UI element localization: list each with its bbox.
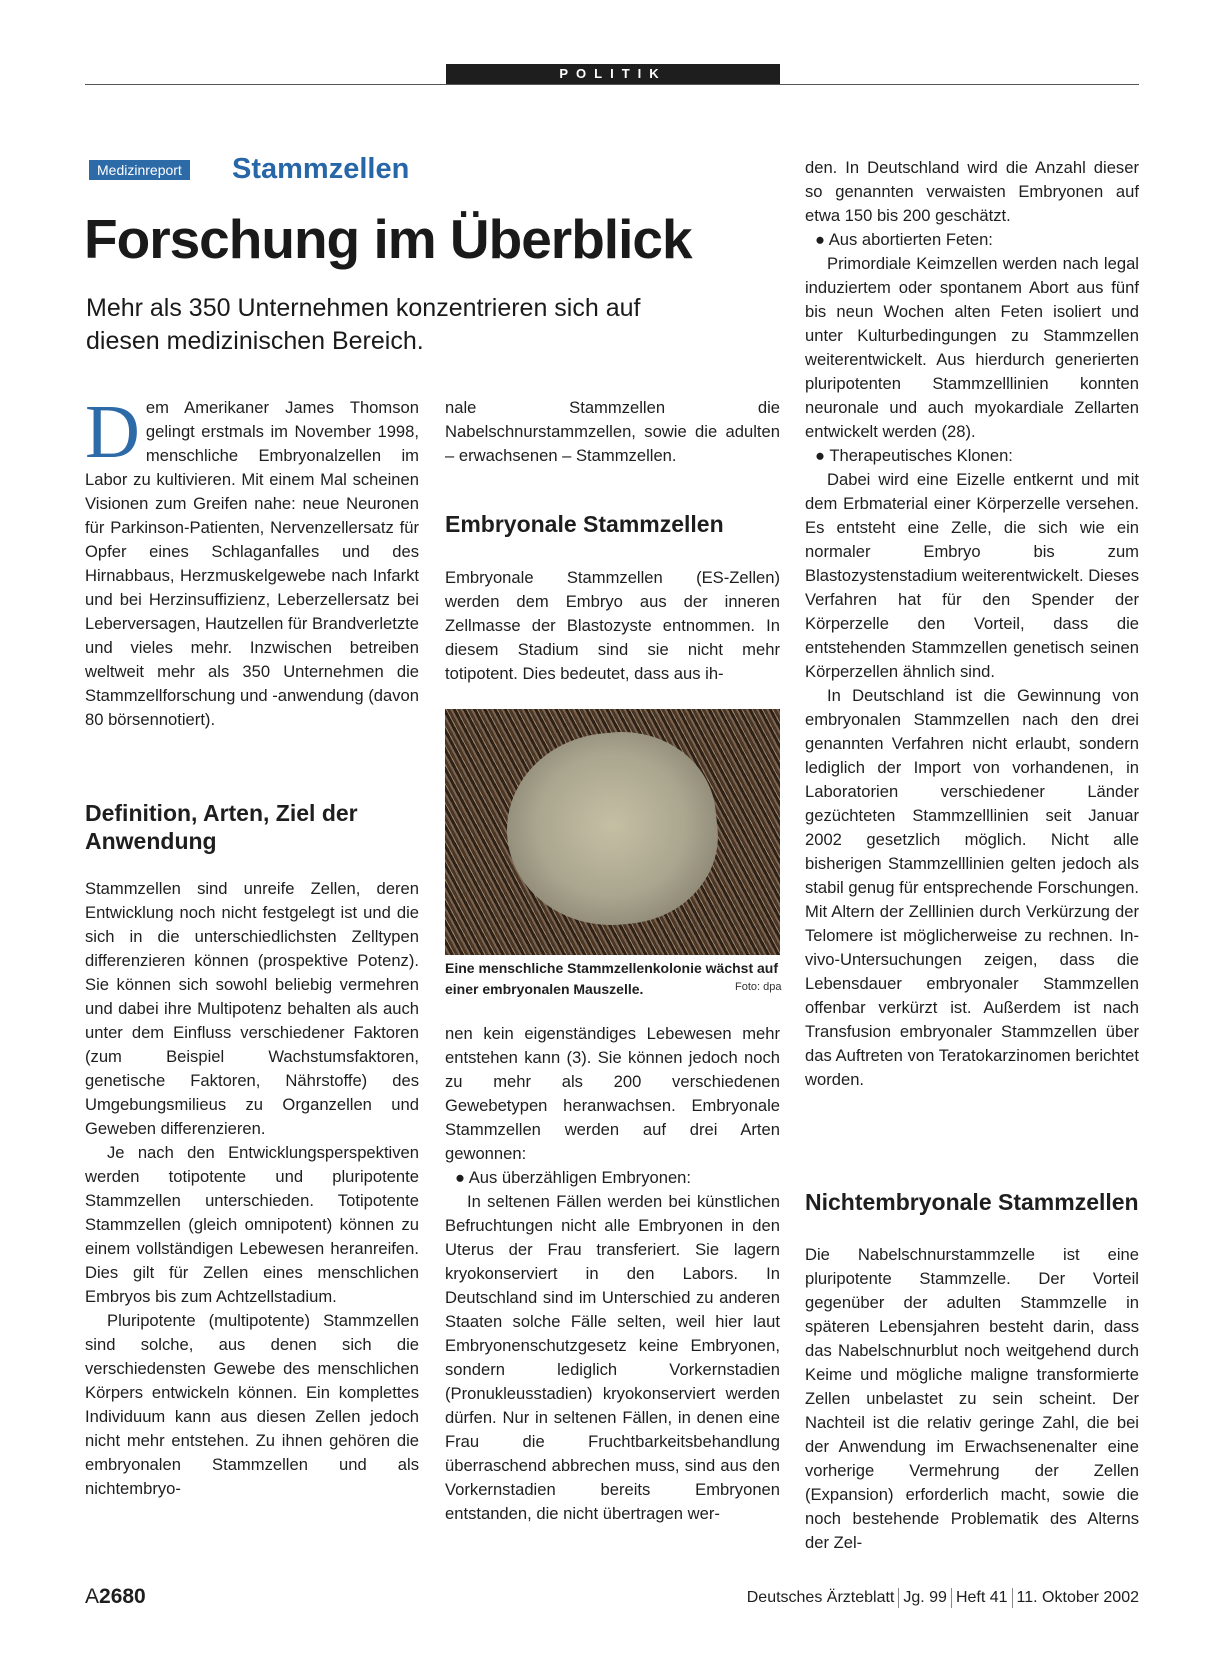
paragraph: den. In Deutschland wird die Anzahl dieser so genannten verwaisten Embryonen auf etwa 150 bis 200 geschätzt. <box>805 158 1139 225</box>
column-1-body <box>85 877 419 1501</box>
paragraph: Embryonale Stammzellen (ES-Zellen) werden dem Embryo aus der inneren Zellmasse der Blastozyste entnommen. In diesem Stadium sind sie nicht mehr totipotent. Dies bedeutet, dass aus ih- <box>445 568 780 683</box>
footer-divider <box>1012 1588 1013 1608</box>
article-headline: Forschung im Überblick <box>84 208 692 270</box>
paragraph: Stammzellen sind unreife Zellen, deren Entwicklung noch nicht festgelegt ist und die sich in die unterschiedlichsten Zelltypen differenzieren können (prospektive Potenz). Sie können sich sowohl beliebig vermehren und dabei ihre Multipotenz behalten als auch unter dem Einfluss verschiedener Faktoren (zum Beispiel Wachstumsfaktoren, genetische Faktoren, Nährstoffe) des Umgebungsmilieus zu Organzellen und Geweben differenzieren. <box>85 879 419 1138</box>
page-number-value: 2680 <box>99 1585 146 1608</box>
bullet-item: ● Aus überzähligen Embryonen: <box>455 1168 692 1187</box>
paragraph: In Deutschland ist die Gewinnung von embryonalen Stammzellen nach den drei genannten Verfahren nicht erlaubt, sondern lediglich der Import von vorhandenen, in Laboratorien verschiedener Länder gezüchteten Stammzelllinien seit Januar 2002 gesetzlich möglich. Nicht alle bisherigen Stammzelllinien gelten jedoch als stabil genug für entsprechende Forschungen. Mit Altern der Zelllinien durch Verkürzung der Telomere ist möglicherweise zu rechnen. In-vivo-Untersuchungen zeigen, dass die Lebensdauer embryonaler Stammzellen offenbar verkürzt ist. Außerdem ist nach Transfusion embryonaler Stammzellen über das Auftreten von Teratokarzinomen berichtet worden. <box>805 686 1139 1089</box>
column-1-intro <box>85 390 419 732</box>
column-2-bottom <box>445 1022 780 1526</box>
section-header <box>446 64 780 84</box>
page-prefix: A <box>85 1585 100 1608</box>
section-heading-definition: Definition, Arten, Ziel der Anwendung <box>85 800 358 854</box>
journal-issue: Heft 41 <box>955 1589 1008 1606</box>
section-heading-embryonale: Embryonale Stammzellen <box>445 511 724 537</box>
photo-caption: Eine menschliche Stammzellenkolonie wächst auf einer embryonalen Mauszelle. <box>445 960 778 997</box>
column-3-bottom <box>805 1243 1139 1555</box>
section-label: POLITIK <box>559 66 667 81</box>
photo-credit: Foto: dpa <box>735 981 782 993</box>
cell-colony-shape <box>498 723 727 936</box>
header-rule <box>85 84 1139 85</box>
journal-date: 11. Oktober 2002 <box>1016 1589 1139 1606</box>
footer-divider <box>951 1588 952 1608</box>
stem-cell-colony-photo <box>445 709 780 955</box>
footer-divider <box>898 1588 899 1608</box>
bullet-item: ● Aus abortierten Feten: <box>815 230 993 249</box>
paragraph: nale Stammzellen die Nabelschnurstammzellen, sowie die adulten – erwachsenen – Stammzellen. <box>445 398 780 465</box>
paragraph: In seltenen Fällen werden bei künstlichen Befruchtungen nicht alle Embryonen in den Uterus der Frau transferiert. Sie lagern kryokonserviert in den Labors. In Deutschland sind im Unterschied zu anderen Staaten solche Fälle selten, weil hier laut Embryonenschutzgesetz keine Embryonen, sondern lediglich Vorkernstadien (Pronukleusstadien) kryokonserviert werden dürfen. Nur in seltenen Fällen, in denen eine Frau die Fruchtbarkeitsbehandlung überraschend abbrechen muss, sind aus den Vorkernstadien bereits Embryonen entstanden, die nicht übertragen wer- <box>445 1192 780 1523</box>
page-number <box>85 1584 146 1610</box>
paragraph: Je nach den Entwicklungsperspektiven werden totipotente und pluripotente Stammzellen unterschieden. Totipotente Stammzellen (gleich omnipotent) können zu einem vollständigen Lebewesen heranreifen. Dies gilt für Zellen eines menschlichen Embryos bis zum Achtzellstadium. <box>85 1143 419 1306</box>
section-heading-nichtembryonale: Nichtembryonale Stammzellen <box>805 1189 1139 1215</box>
paragraph: nen kein eigenständiges Lebewesen mehr entstehen kann (3). Sie können jedoch noch zu mehr als 200 verschiedenen Gewebetypen heranwachsen. Embryonale Stammzellen werden auf drei Arten gewonnen: <box>445 1024 780 1163</box>
bullet-item: ● Therapeutisches Klonen: <box>815 446 1013 465</box>
intro-paragraph: em Amerikaner James Thomson gelingt erstmals im November 1998, menschliche Embryonalzellen im Labor zu kultivieren. Mit einem Mal scheinen Visionen zum Greifen nahe: neue Neuronen für Parkinson-Patienten, Nervenzellersatz für Opfer eines Schlaganfalles und des Hirnabbaus, Herzmuskelgewebe nach Infarkt und bei Herzinsuffizienz, Leberzellersatz bei Leberversagen, Hautzellen für Brandverletzte und vieles mehr. Inzwischen betreiben weltweit mehr als 350 Unternehmen die Stammzellforschung und -anwendung (davon 80 börsennotiert). <box>85 398 419 729</box>
paragraph: Pluripotente (multipotente) Stammzellen sind solche, aus denen sich die verschiedensten Gewebe des menschlichen Körpers entwickeln können. Ein komplettes Individuum kann aus diesen Zellen jedoch nicht mehr entstehen. Zu ihnen gehören die embryonalen Stammzellen und als nichtembryo- <box>85 1311 419 1498</box>
article-topic: Stammzellen <box>232 153 410 185</box>
journal-volume: Jg. 99 <box>903 1589 947 1606</box>
kicker-badge: Medizinreport <box>89 160 190 180</box>
paragraph: Primordiale Keimzellen werden nach legal induziertem oder spontanem Abort aus fünf bis neun Wochen alten Feten isoliert und unter Kulturbedingungen zu Stammzellen weiterentwickelt. Aus hierdurch generierten pluripotenten Stammzelllinien konnten neuronale und auch myokardiale Zellarten entwickelt werden (28). <box>805 254 1139 441</box>
journal-name: Deutsches Ärzteblatt <box>746 1589 895 1606</box>
column-2-mid <box>445 566 780 686</box>
paragraph: Dabei wird eine Eizelle entkernt und mit dem Erbmaterial einer Körperzelle versehen. Es entsteht eine Zelle, die sich wie ein normaler Embryo bis zum Blastozystenstadium weiterentwickelt. Dieses Verfahren hat für den Spender der Körperzelle den Vorteil, dass die entstehenden Stammzellen genetisch seinen Körperzellen ähnlich sind. <box>805 470 1139 681</box>
journal-info <box>747 1586 1139 1610</box>
paragraph: Die Nabelschnurstammzelle ist eine pluripotente Stammzelle. Der Vorteil gegenüber der adulten Stammzelle in späteren Lebensjahren besteht darin, dass das Nabelschnurblut noch weitgehend durch Keime und mögliche maligne transformierte Zellen unbelastet zu sein scheint. Der Nachteil ist die relativ geringe Zahl, die bei der Anwendung im Erwachsenenalter eine vorherige Vermehrung der Zellen (Expansion) erforderlich macht, sowie die noch bestehende Problematik des Alterns der Zel- <box>805 1245 1139 1552</box>
column-2-top <box>445 396 780 468</box>
drop-cap: D <box>85 390 140 474</box>
article-subheadline: Mehr als 350 Unternehmen konzentrieren sich auf diesen medizinischen Bereich. <box>86 294 641 355</box>
column-3-top <box>805 156 1139 1092</box>
